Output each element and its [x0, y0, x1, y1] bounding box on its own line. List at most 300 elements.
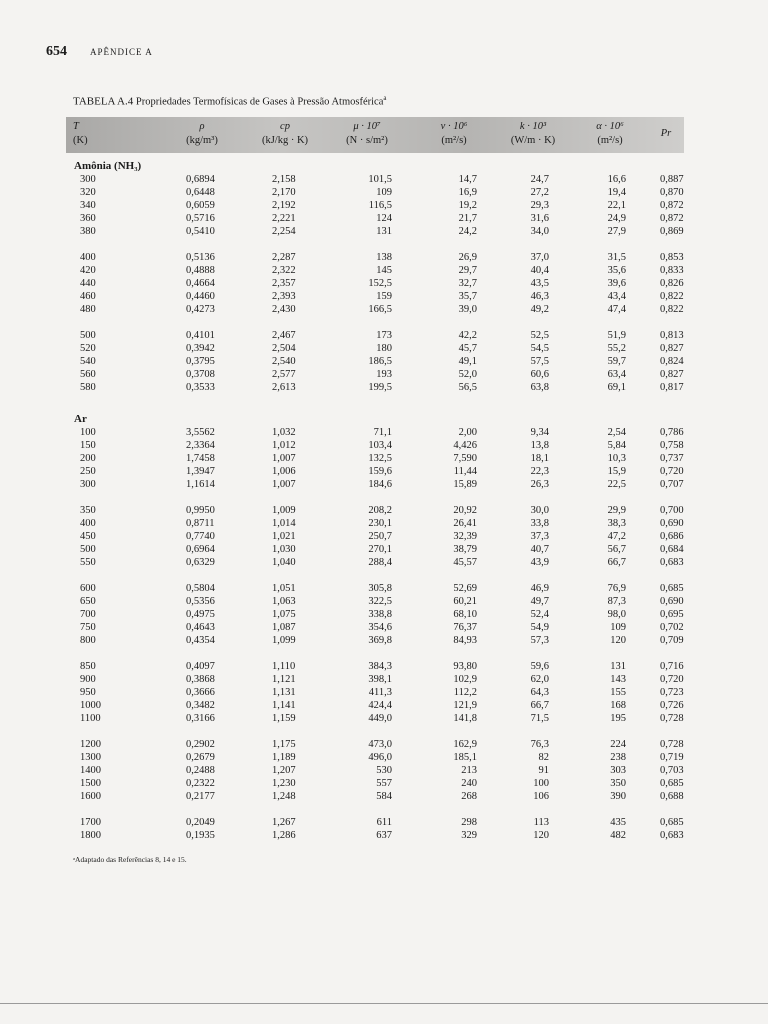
table-cell: 0,6059	[186, 200, 215, 211]
table-cell: 24,9	[607, 213, 626, 224]
table-cell: 2,254	[272, 226, 296, 237]
table-cell: 0,2177	[186, 791, 215, 802]
table-cell: 1,012	[272, 440, 296, 451]
table-cell: 66,7	[530, 700, 549, 711]
table-cell: 0,9950	[186, 505, 215, 516]
table-cell: 186,5	[368, 356, 392, 367]
table-cell: 0,3868	[186, 674, 215, 685]
table-cell: 22,3	[530, 466, 549, 477]
table-cell: 54,5	[530, 343, 549, 354]
table-cell: 550	[80, 557, 96, 568]
table-cell: 354,6	[368, 622, 392, 633]
table-cell: 0,737	[660, 453, 684, 464]
table-cell: 250,7	[368, 531, 392, 542]
table-cell: 0,5804	[186, 583, 215, 594]
table-cell: 76,37	[453, 622, 477, 633]
table-cell: 0,4101	[186, 330, 215, 341]
table-cell: 38,3	[607, 518, 626, 529]
column-header-prandtl: Pr	[660, 128, 672, 139]
table-cell: 213	[461, 765, 477, 776]
table-cell: 26,9	[458, 252, 477, 263]
table-cell: 1,267	[272, 817, 296, 828]
group-title: Amônia (NH₃)	[74, 160, 142, 172]
table-cell: 22,5	[607, 479, 626, 490]
table-cell: 113	[533, 817, 549, 828]
table-cell: 9,34	[530, 427, 549, 438]
table-cell: 0,685	[660, 817, 684, 828]
table-cell: 238	[610, 752, 626, 763]
table-cell: 584	[376, 791, 392, 802]
table-cell: 21,7	[458, 213, 477, 224]
table-cell: 143	[610, 674, 626, 685]
table-cell: 340	[80, 200, 96, 211]
table-cell: 1400	[80, 765, 101, 776]
table-cell: 0,5356	[186, 596, 215, 607]
table-cell: 0,827	[660, 369, 684, 380]
column-header-t: T (K)	[73, 121, 88, 146]
table-cell: 0,685	[660, 583, 684, 594]
table-cell: 1,159	[272, 713, 296, 724]
table-cell: 0,786	[660, 427, 684, 438]
table-cell: 200	[80, 453, 96, 464]
table-cell: 100	[533, 778, 549, 789]
table-cell: 0,700	[660, 505, 684, 516]
table-cell: 64,3	[530, 687, 549, 698]
table-cell: 0,872	[660, 213, 684, 224]
table-cell: 2,393	[272, 291, 296, 302]
table-cell: 59,7	[607, 356, 626, 367]
table-cell: 49,1	[458, 356, 477, 367]
table-cell: 0,1935	[186, 830, 215, 841]
table-cell: 0,869	[660, 226, 684, 237]
table-cell: 76,9	[607, 583, 626, 594]
table-cell: 45,57	[453, 557, 477, 568]
table-cell: 0,822	[660, 304, 684, 315]
table-cell: 5,84	[607, 440, 626, 451]
table-cell: 0,5716	[186, 213, 215, 224]
table-cell: 11,44	[453, 466, 477, 477]
table-cell: 39,6	[607, 278, 626, 289]
table-cell: 338,8	[368, 609, 392, 620]
table-cell: 132,5	[368, 453, 392, 464]
table-cell: 1,014	[272, 518, 296, 529]
table-cell: 4,426	[453, 440, 477, 451]
table-cell: 0,6894	[186, 174, 215, 185]
table-cell: 0,824	[660, 356, 684, 367]
table-cell: 411,3	[368, 687, 392, 698]
table-cell: 10,3	[607, 453, 626, 464]
table-cell: 121,9	[453, 700, 477, 711]
table-cell: 350	[80, 505, 96, 516]
table-cell: 150	[80, 440, 96, 451]
table-cell: 1,141	[272, 700, 296, 711]
table-cell: 0,728	[660, 739, 684, 750]
table-cell: 52,0	[458, 369, 477, 380]
table-cell: 1,121	[272, 674, 296, 685]
table-cell: 0,720	[660, 674, 684, 685]
table-cell: 152,5	[368, 278, 392, 289]
table-cell: 1,032	[272, 427, 296, 438]
table-cell: 1,286	[272, 830, 296, 841]
table-cell: 101,5	[368, 174, 392, 185]
table-cell: 45,7	[458, 343, 477, 354]
table-cell: 1300	[80, 752, 101, 763]
table-cell: 1,075	[272, 609, 296, 620]
table-cell: 440	[80, 278, 96, 289]
table-cell: 0,2488	[186, 765, 215, 776]
table-cell: 2,613	[272, 382, 296, 393]
table-cell: 1,007	[272, 453, 296, 464]
table-cell: 33,8	[530, 518, 549, 529]
table-cell: 54,9	[530, 622, 549, 633]
table-cell: 0,702	[660, 622, 684, 633]
table-cell: 91	[538, 765, 549, 776]
table-cell: 0,5410	[186, 226, 215, 237]
table-cell: 230,1	[368, 518, 392, 529]
table-cell: 0,728	[660, 713, 684, 724]
table-cell: 52,5	[530, 330, 549, 341]
table-cell: 18,1	[530, 453, 549, 464]
table-cell: 62,0	[530, 674, 549, 685]
table-cell: 2,192	[272, 200, 296, 211]
table-cell: 49,2	[530, 304, 549, 315]
table-cell: 199,5	[368, 382, 392, 393]
table-cell: 0,4097	[186, 661, 215, 672]
table-cell: 0,4273	[186, 304, 215, 315]
table-cell: 0,719	[660, 752, 684, 763]
table-cell: 124	[376, 213, 392, 224]
table-cell: 2,357	[272, 278, 296, 289]
table-cell: 1,006	[272, 466, 296, 477]
table-cell: 16,9	[458, 187, 477, 198]
table-cell: 0,723	[660, 687, 684, 698]
table-cell: 38,79	[453, 544, 477, 555]
table-cell: 120	[610, 635, 626, 646]
table-cell: 0,695	[660, 609, 684, 620]
table-cell: 116,5	[368, 200, 392, 211]
table-cell: 2,00	[458, 427, 477, 438]
table-cell: 360	[80, 213, 96, 224]
table-cell: 1100	[80, 713, 101, 724]
table-cell: 32,7	[458, 278, 477, 289]
table-cell: 52,69	[453, 583, 477, 594]
table-cell: 700	[80, 609, 96, 620]
table-cell: 1,131	[272, 687, 296, 698]
table-cell: 0,709	[660, 635, 684, 646]
table-cell: 0,870	[660, 187, 684, 198]
table-cell: 2,170	[272, 187, 296, 198]
table-cell: 120	[533, 830, 549, 841]
table-cell: 2,430	[272, 304, 296, 315]
table-cell: 35,6	[607, 265, 626, 276]
table-cell: 37,0	[530, 252, 549, 263]
table-cell: 15,89	[453, 479, 477, 490]
table-cell: 34,0	[530, 226, 549, 237]
table-cell: 109	[376, 187, 392, 198]
table-cell: 1,007	[272, 479, 296, 490]
table-cell: 138	[376, 252, 392, 263]
table-cell: 185,1	[453, 752, 477, 763]
table-cell: 155	[610, 687, 626, 698]
table-cell: 0,2902	[186, 739, 215, 750]
table-cell: 0,683	[660, 830, 684, 841]
table-cell: 56,5	[458, 382, 477, 393]
table-cell: 611	[376, 817, 392, 828]
column-header-conductivity: k · 10³ (W/m · K)	[510, 121, 556, 146]
table-cell: 1,063	[272, 596, 296, 607]
table-cell: 166,5	[368, 304, 392, 315]
table-cell: 76,3	[530, 739, 549, 750]
bottom-rule	[0, 1003, 768, 1004]
table-cell: 57,3	[530, 635, 549, 646]
table-cell: 1500	[80, 778, 101, 789]
table-cell: 322,5	[368, 596, 392, 607]
table-cell: 0,4664	[186, 278, 215, 289]
table-cell: 0,813	[660, 330, 684, 341]
table-cell: 0,703	[660, 765, 684, 776]
table-cell: 268	[461, 791, 477, 802]
table-cell: 369,8	[368, 635, 392, 646]
table-cell: 0,833	[660, 265, 684, 276]
table-cell: 43,4	[607, 291, 626, 302]
table-cell: 43,9	[530, 557, 549, 568]
table-cell: 288,4	[368, 557, 392, 568]
table-cell: 26,3	[530, 479, 549, 490]
page-number: 654	[46, 44, 67, 59]
table-cell: 2,467	[272, 330, 296, 341]
table-cell: 66,7	[607, 557, 626, 568]
table-cell: 26,41	[453, 518, 477, 529]
table-cell: 2,504	[272, 343, 296, 354]
table-cell: 43,5	[530, 278, 549, 289]
table-cell: 63,8	[530, 382, 549, 393]
table-cell: 900	[80, 674, 96, 685]
table-cell: 520	[80, 343, 96, 354]
table-cell: 0,758	[660, 440, 684, 451]
table-cell: 600	[80, 583, 96, 594]
table-cell: 650	[80, 596, 96, 607]
table-cell: 52,4	[530, 609, 549, 620]
table-cell: 0,5136	[186, 252, 215, 263]
table-cell: 162,9	[453, 739, 477, 750]
table-cell: 13,8	[530, 440, 549, 451]
table-cell: 270,1	[368, 544, 392, 555]
table-cell: 0,3482	[186, 700, 215, 711]
table-cell: 0,6964	[186, 544, 215, 555]
table-cell: 68,10	[453, 609, 477, 620]
table-cell: 1,207	[272, 765, 296, 776]
table-cell: 46,9	[530, 583, 549, 594]
table-cell: 0,684	[660, 544, 684, 555]
table-cell: 22,1	[607, 200, 626, 211]
table-cell: 15,9	[607, 466, 626, 477]
table-cell: 35,7	[458, 291, 477, 302]
table-cell: 0,3166	[186, 713, 215, 724]
table-cell: 0,4460	[186, 291, 215, 302]
table-cell: 63,4	[607, 369, 626, 380]
table-cell: 32,39	[453, 531, 477, 542]
table-cell: 57,5	[530, 356, 549, 367]
table-caption	[73, 94, 386, 108]
running-head: APÊNDICE A	[90, 47, 153, 57]
table-footnote: ᵃAdaptado das Referências 8, 14 e 15.	[73, 855, 187, 864]
table-cell: 31,5	[607, 252, 626, 263]
table-cell: 496,0	[368, 752, 392, 763]
table-cell: 20,92	[453, 505, 477, 516]
table-cell: 1,7458	[186, 453, 215, 464]
table-caption-mark: a	[383, 94, 387, 102]
table-cell: 420	[80, 265, 96, 276]
table-cell: 173	[376, 330, 392, 341]
table-cell: 51,9	[607, 330, 626, 341]
table-cell: 435	[610, 817, 626, 828]
table-cell: 0,720	[660, 466, 684, 477]
table-cell: 19,4	[607, 187, 626, 198]
column-header-viscosity: μ · 10⁷ (N · s/m²)	[346, 121, 388, 146]
table-cell: 2,54	[607, 427, 626, 438]
table-cell: 1200	[80, 739, 101, 750]
table-cell: 39,0	[458, 304, 477, 315]
table-cell: 1,040	[272, 557, 296, 568]
table-cell: 482	[610, 830, 626, 841]
table-cell: 1,099	[272, 635, 296, 646]
table-cell: 29,9	[607, 505, 626, 516]
table-cell: 98,0	[607, 609, 626, 620]
table-caption-label: TABELA A.4	[73, 95, 134, 108]
table-cell: 0,686	[660, 531, 684, 542]
table-cell: 2,577	[272, 369, 296, 380]
table-cell: 103,4	[368, 440, 392, 451]
table-cell: 131	[610, 661, 626, 672]
table-cell: 850	[80, 661, 96, 672]
table-cell: 24,2	[458, 226, 477, 237]
table-cell: 2,287	[272, 252, 296, 263]
table-cell: 450	[80, 531, 96, 542]
table-caption-text: Propriedades Termofísicas de Gases à Pressão Atmosférica	[135, 96, 384, 108]
table-cell: 131	[376, 226, 392, 237]
table-cell: 1,230	[272, 778, 296, 789]
table-cell: 0,822	[660, 291, 684, 302]
table-cell: 0,853	[660, 252, 684, 263]
table-cell: 750	[80, 622, 96, 633]
table-cell: 82	[538, 752, 549, 763]
table-cell: 0,6448	[186, 187, 215, 198]
table-cell: 380	[80, 226, 96, 237]
table-cell: 40,7	[530, 544, 549, 555]
table-cell: 540	[80, 356, 96, 367]
table-cell: 637	[376, 830, 392, 841]
column-header-cp: cp (kJ/kg · K)	[261, 121, 309, 146]
table-cell: 1,1614	[186, 479, 215, 490]
table-cell: 0,4975	[186, 609, 215, 620]
table-cell: 29,3	[530, 200, 549, 211]
group-title: Ar	[74, 413, 87, 425]
table-cell: 49,7	[530, 596, 549, 607]
column-header-density: ρ (kg/m³)	[186, 121, 218, 146]
table-cell: 7,590	[453, 453, 477, 464]
table-cell: 390	[610, 791, 626, 802]
table-cell: 0,685	[660, 778, 684, 789]
table-cell: 580	[80, 382, 96, 393]
table-cell: 0,3666	[186, 687, 215, 698]
table-cell: 0,3795	[186, 356, 215, 367]
table-cell: 0,826	[660, 278, 684, 289]
table-cell: 224	[610, 739, 626, 750]
table-cell: 145	[376, 265, 392, 276]
table-cell: 400	[80, 518, 96, 529]
table-cell: 449,0	[368, 713, 392, 724]
table-cell: 0,4888	[186, 265, 215, 276]
table-cell: 16,6	[607, 174, 626, 185]
table-cell: 0,2679	[186, 752, 215, 763]
table-cell: 0,2322	[186, 778, 215, 789]
table-cell: 168	[610, 700, 626, 711]
table-cell: 0,3942	[186, 343, 215, 354]
table-cell: 1,248	[272, 791, 296, 802]
table-cell: 1,030	[272, 544, 296, 555]
table-cell: 303	[610, 765, 626, 776]
table-cell: 42,2	[458, 330, 477, 341]
table-cell: 800	[80, 635, 96, 646]
table-cell: 560	[80, 369, 96, 380]
table-cell: 2,322	[272, 265, 296, 276]
table-cell: 240	[461, 778, 477, 789]
table-cell: 0,726	[660, 700, 684, 711]
table-cell: 0,827	[660, 343, 684, 354]
table-cell: 59,6	[530, 661, 549, 672]
table-cell: 350	[610, 778, 626, 789]
table-cell: 31,6	[530, 213, 549, 224]
table-cell: 27,9	[607, 226, 626, 237]
table-cell: 71,1	[373, 427, 392, 438]
table-cell: 1,009	[272, 505, 296, 516]
table-cell: 29,7	[458, 265, 477, 276]
table-cell: 1,087	[272, 622, 296, 633]
table-cell: 0,872	[660, 200, 684, 211]
table-cell: 46,3	[530, 291, 549, 302]
table-cell: 0,688	[660, 791, 684, 802]
table-cell: 1,021	[272, 531, 296, 542]
table-cell: 184,6	[368, 479, 392, 490]
table-cell: 500	[80, 544, 96, 555]
table-cell: 0,4354	[186, 635, 215, 646]
table-cell: 2,540	[272, 356, 296, 367]
table-cell: 398,1	[368, 674, 392, 685]
table-cell: 100	[80, 427, 96, 438]
table-cell: 0,2049	[186, 817, 215, 828]
table-cell: 106	[533, 791, 549, 802]
table-cell: 329	[461, 830, 477, 841]
table-cell: 159	[376, 291, 392, 302]
column-header-kinematic-viscosity: ν · 10⁶ (m²/s)	[440, 121, 468, 146]
table-cell: 141,8	[453, 713, 477, 724]
table-cell: 2,3364	[186, 440, 215, 451]
table-cell: 27,2	[530, 187, 549, 198]
table-cell: 0,6329	[186, 557, 215, 568]
table-cell: 84,93	[453, 635, 477, 646]
table-cell: 424,4	[368, 700, 392, 711]
table-cell: 480	[80, 304, 96, 315]
table-cell: 300	[80, 174, 96, 185]
table-cell: 2,221	[272, 213, 296, 224]
table-cell: 180	[376, 343, 392, 354]
table-cell: 400	[80, 252, 96, 263]
column-header-diffusivity: α · 10⁶ (m²/s)	[596, 121, 624, 146]
table-cell: 93,80	[453, 661, 477, 672]
table-cell: 384,3	[368, 661, 392, 672]
table-cell: 460	[80, 291, 96, 302]
table-cell: 109	[610, 622, 626, 633]
